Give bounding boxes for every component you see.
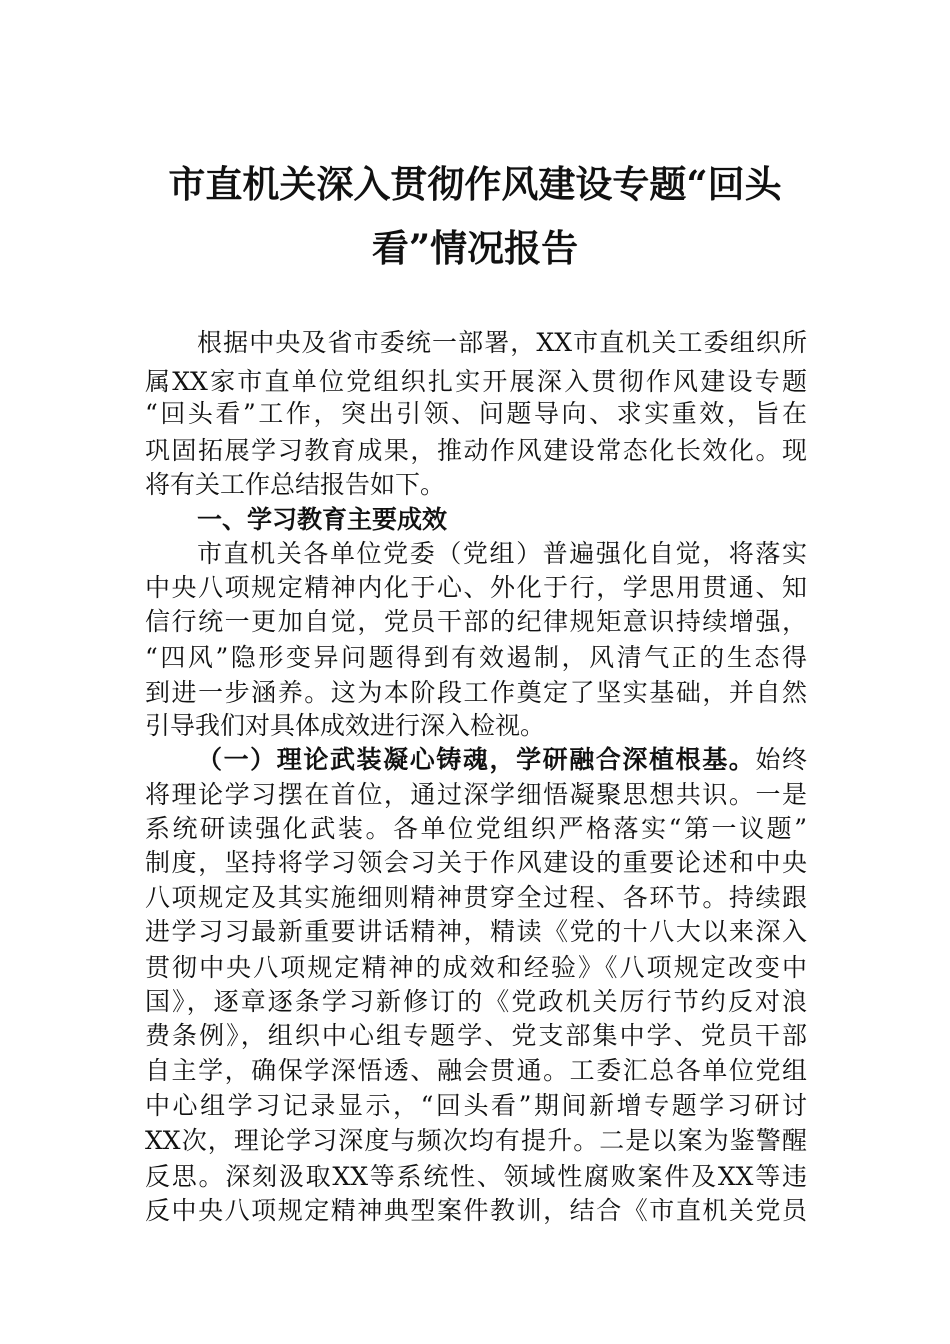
subsection1-line: XX次，理论学习深度与频次均有提升。二是以案为鉴警醒 xyxy=(145,1126,807,1155)
intro-line: 属XX家市直单位党组织扎实开展深入贯彻作风建设专题 xyxy=(145,367,807,396)
subsection1-line: 进学习习最新重要讲话精神，精读《党的十八大以来深入 xyxy=(145,917,807,946)
section1-line: 中央八项规定精神内化于心、外化于行，学思用贯通、知 xyxy=(145,573,807,602)
intro-line: 巩固拓展学习教育成果，推动作风建设常态化长效化。现 xyxy=(145,436,807,465)
subsection1-lead-line xyxy=(197,747,807,772)
section1-line: 到进一步涵养。这为本阶段工作奠定了坚实基础，并自然 xyxy=(145,678,807,707)
intro-line: “回头看”工作，突出引领、问题导向、求实重效，旨在 xyxy=(145,399,807,428)
subsection1-line: 贯彻中央八项规定精神的成效和经验》《八项规定改变中 xyxy=(145,953,807,982)
subsection1-line: 中心组学习记录显示，“回头看”期间新增专题学习研讨 xyxy=(145,1091,807,1120)
subsection1-line: 国》，逐章逐条学习新修订的《党政机关厉行节约反对浪 xyxy=(145,987,807,1016)
document-title-line-1: 市直机关深入贯彻作风建设专题“回头 xyxy=(168,162,782,206)
subsection1-line: 自主学，确保学深悟透、融会贯通。工委汇总各单位党组 xyxy=(145,1056,807,1085)
section1-line: 信行统一更加自觉，党员干部的纪律规矩意识持续增强， xyxy=(145,607,807,636)
subsection1-line: 制度，坚持将学习领会习关于作风建设的重要论述和中央 xyxy=(145,848,807,877)
section1-line: 引导我们对具体成效进行深入检视。 xyxy=(145,711,546,740)
subsection-lead-rest: 始终 xyxy=(755,745,807,774)
subsection1-line: 反思。深刻汲取XX等系统性、领域性腐败案件及XX等违 xyxy=(145,1162,807,1191)
subsection1-line: 八项规定及其实施细则精神贯穿全过程、各环节。持续跟 xyxy=(145,883,807,912)
document-title-line-2: 看”情况报告 xyxy=(371,226,579,270)
section1-line: “四风”隐形变异问题得到有效遏制，风清气正的生态得 xyxy=(145,643,807,672)
subsection1-line: 费条例》，组织中心组专题学、党支部集中学、党员干部 xyxy=(145,1021,807,1050)
subsection1-line: 将理论学习摆在首位，通过深学细悟凝聚思想共识。一是 xyxy=(145,780,807,809)
section1-line: 市直机关各单位党委（党组）普遍强化自觉，将落实 xyxy=(197,539,807,568)
intro-line: 将有关工作总结报告如下。 xyxy=(145,470,446,499)
subsection1-line: 反中央八项规定精神典型案件教训，结合《市直机关党员 xyxy=(145,1196,807,1225)
subsection1-line: 系统研读强化武装。各单位党组织严格落实“第一议题” xyxy=(145,814,807,843)
intro-line: 根据中央及省市委统一部署，XX市直机关工委组织所 xyxy=(197,328,807,357)
subsection-heading: （一）理论武装凝心铸魂，学研融合深植根基。 xyxy=(197,745,756,774)
section-heading: 一、学习教育主要成效 xyxy=(197,505,448,534)
